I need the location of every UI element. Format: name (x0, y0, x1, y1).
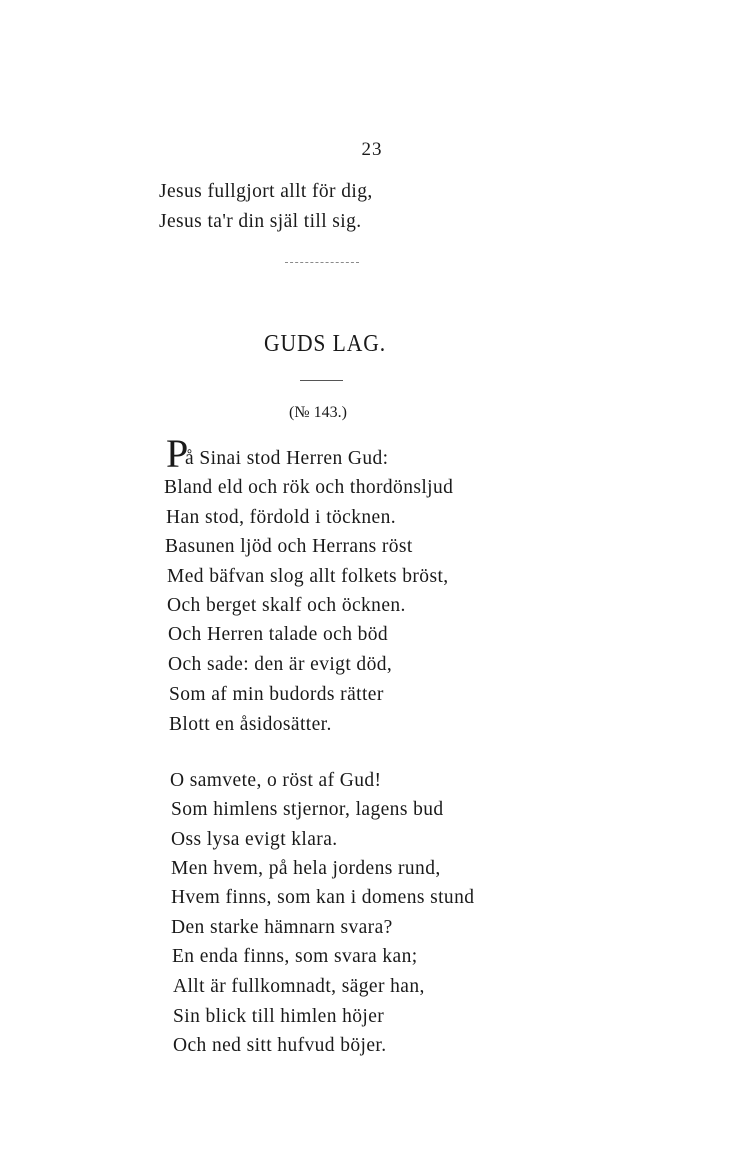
verse-line: Blott en åsidosätter. (169, 714, 332, 735)
verse-line: Oss lysa evigt klara. (171, 829, 338, 850)
verse-line: Basunen ljöd och Herrans röst (165, 536, 413, 557)
verse-line: Sin blick till himlen höjer (173, 1006, 385, 1027)
section-divider (285, 262, 359, 263)
drop-cap: P (166, 431, 189, 476)
page-number: 23 (361, 139, 383, 160)
verse-line: Och sade: den är evigt död, (168, 654, 393, 675)
poem-title: GUDS LAG. (263, 331, 387, 357)
verse-line: Och Herren talade och böd (168, 624, 389, 645)
verse-line: Men hvem, på hela jordens rund, (171, 858, 441, 879)
verse-line: Jesus ta'r din själ till sig. (159, 211, 362, 232)
verse-line: Han stod, fördold i töcknen. (166, 507, 396, 528)
verse-line: Och berget skalf och öcknen. (167, 595, 406, 616)
title-underline (300, 380, 343, 381)
verse-line: Allt är fullkomnadt, säger han, (173, 976, 425, 997)
verse-line: En enda finns, som svara kan; (172, 946, 418, 967)
poem-number: (№ 143.) (289, 404, 347, 421)
verse-line: Och ned sitt hufvud böjer. (173, 1035, 387, 1056)
verse-line: Med bäfvan slog allt folkets bröst, (167, 566, 449, 587)
verse-line: Jesus fullgjort allt för dig, (159, 181, 373, 202)
verse-line: Bland eld och rök och thordönsljud (164, 477, 454, 498)
verse-line: Som af min budords rätter (169, 684, 384, 705)
verse-line: Den starke hämnarn svara? (171, 917, 393, 938)
verse-line: Som himlens stjernor, lagens bud (171, 799, 444, 820)
verse-line: å Sinai stod Herren Gud: (185, 448, 389, 469)
verse-line: O samvete, o röst af Gud! (170, 770, 382, 791)
verse-line: Hvem finns, som kan i domens stund (171, 887, 475, 908)
